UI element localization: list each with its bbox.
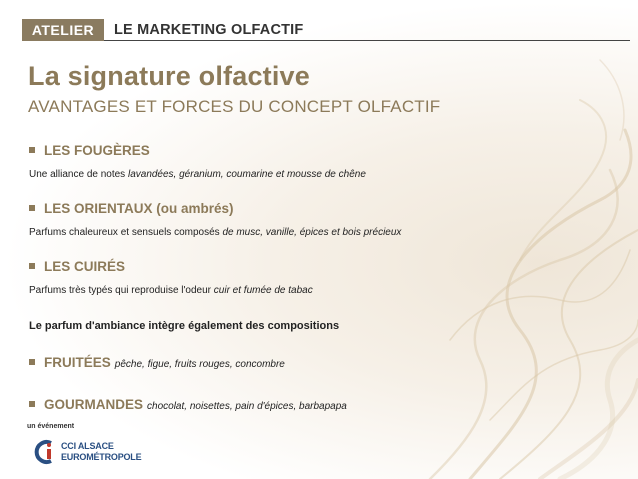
bullet-examples: pêche, figue, fruits rouges, concombre <box>114 359 285 370</box>
desc-italic: de musc, vanille, épices et bois précieux <box>222 227 402 238</box>
desc-italic: lavandées, géranium, coumarine et mousse de chêne <box>127 169 366 180</box>
bullet-fougeres <box>29 143 150 158</box>
cci-logo <box>27 423 142 475</box>
desc-orientaux <box>29 227 401 238</box>
bullet-square-icon <box>29 205 35 211</box>
desc-text: Parfums très typés qui reproduise l'odeur <box>29 285 214 296</box>
bullet-label: LES ORIENTAUX (ou ambrés) <box>44 201 234 216</box>
atelier-badge: ATELIER <box>22 19 104 41</box>
desc-italic: cuir et fumée de tabac <box>213 285 313 296</box>
logo-text <box>61 441 141 463</box>
desc-text: Parfums chaleureux et sensuels composés <box>29 227 223 238</box>
bullet-orientaux <box>29 201 234 216</box>
slide-subtitle: AVANTAGES ET FORCES DU CONCEPT OLFACTIF <box>28 97 441 116</box>
desc-fougeres <box>29 169 366 180</box>
desc-cuires <box>29 285 313 296</box>
logo-caption: un événement <box>27 423 75 430</box>
bullet-square-icon <box>29 147 35 153</box>
bullet-label: FRUITÉES <box>44 355 111 370</box>
bullet-fruitees <box>29 355 285 370</box>
bullet-gourmandes <box>29 397 347 412</box>
bullet-square-icon <box>29 401 35 407</box>
slide-title: La signature olfactive <box>28 61 310 91</box>
header-bar <box>22 19 630 41</box>
bullet-square-icon <box>29 359 35 365</box>
desc-text: Une alliance de notes <box>29 169 128 180</box>
cci-logo-icon <box>33 439 57 465</box>
logo-line2: EUROMÉTROPOLE <box>61 452 142 462</box>
bullet-cuires <box>29 259 125 274</box>
compositions-note: Le parfum d'ambiance intègre également des compositions <box>29 320 340 332</box>
logo-line1: CCI ALSACE <box>61 441 114 451</box>
bullet-square-icon <box>29 263 35 269</box>
bullet-label: LES FOUGÈRES <box>44 143 150 158</box>
header-title: LE MARKETING OLFACTIF <box>114 22 304 38</box>
bullet-label: GOURMANDES <box>44 397 144 412</box>
header-divider <box>104 40 630 41</box>
bullet-label: LES CUIRÉS <box>44 259 126 274</box>
bullet-examples: chocolat, noisettes, pain d'épices, barbapapa <box>147 401 347 412</box>
